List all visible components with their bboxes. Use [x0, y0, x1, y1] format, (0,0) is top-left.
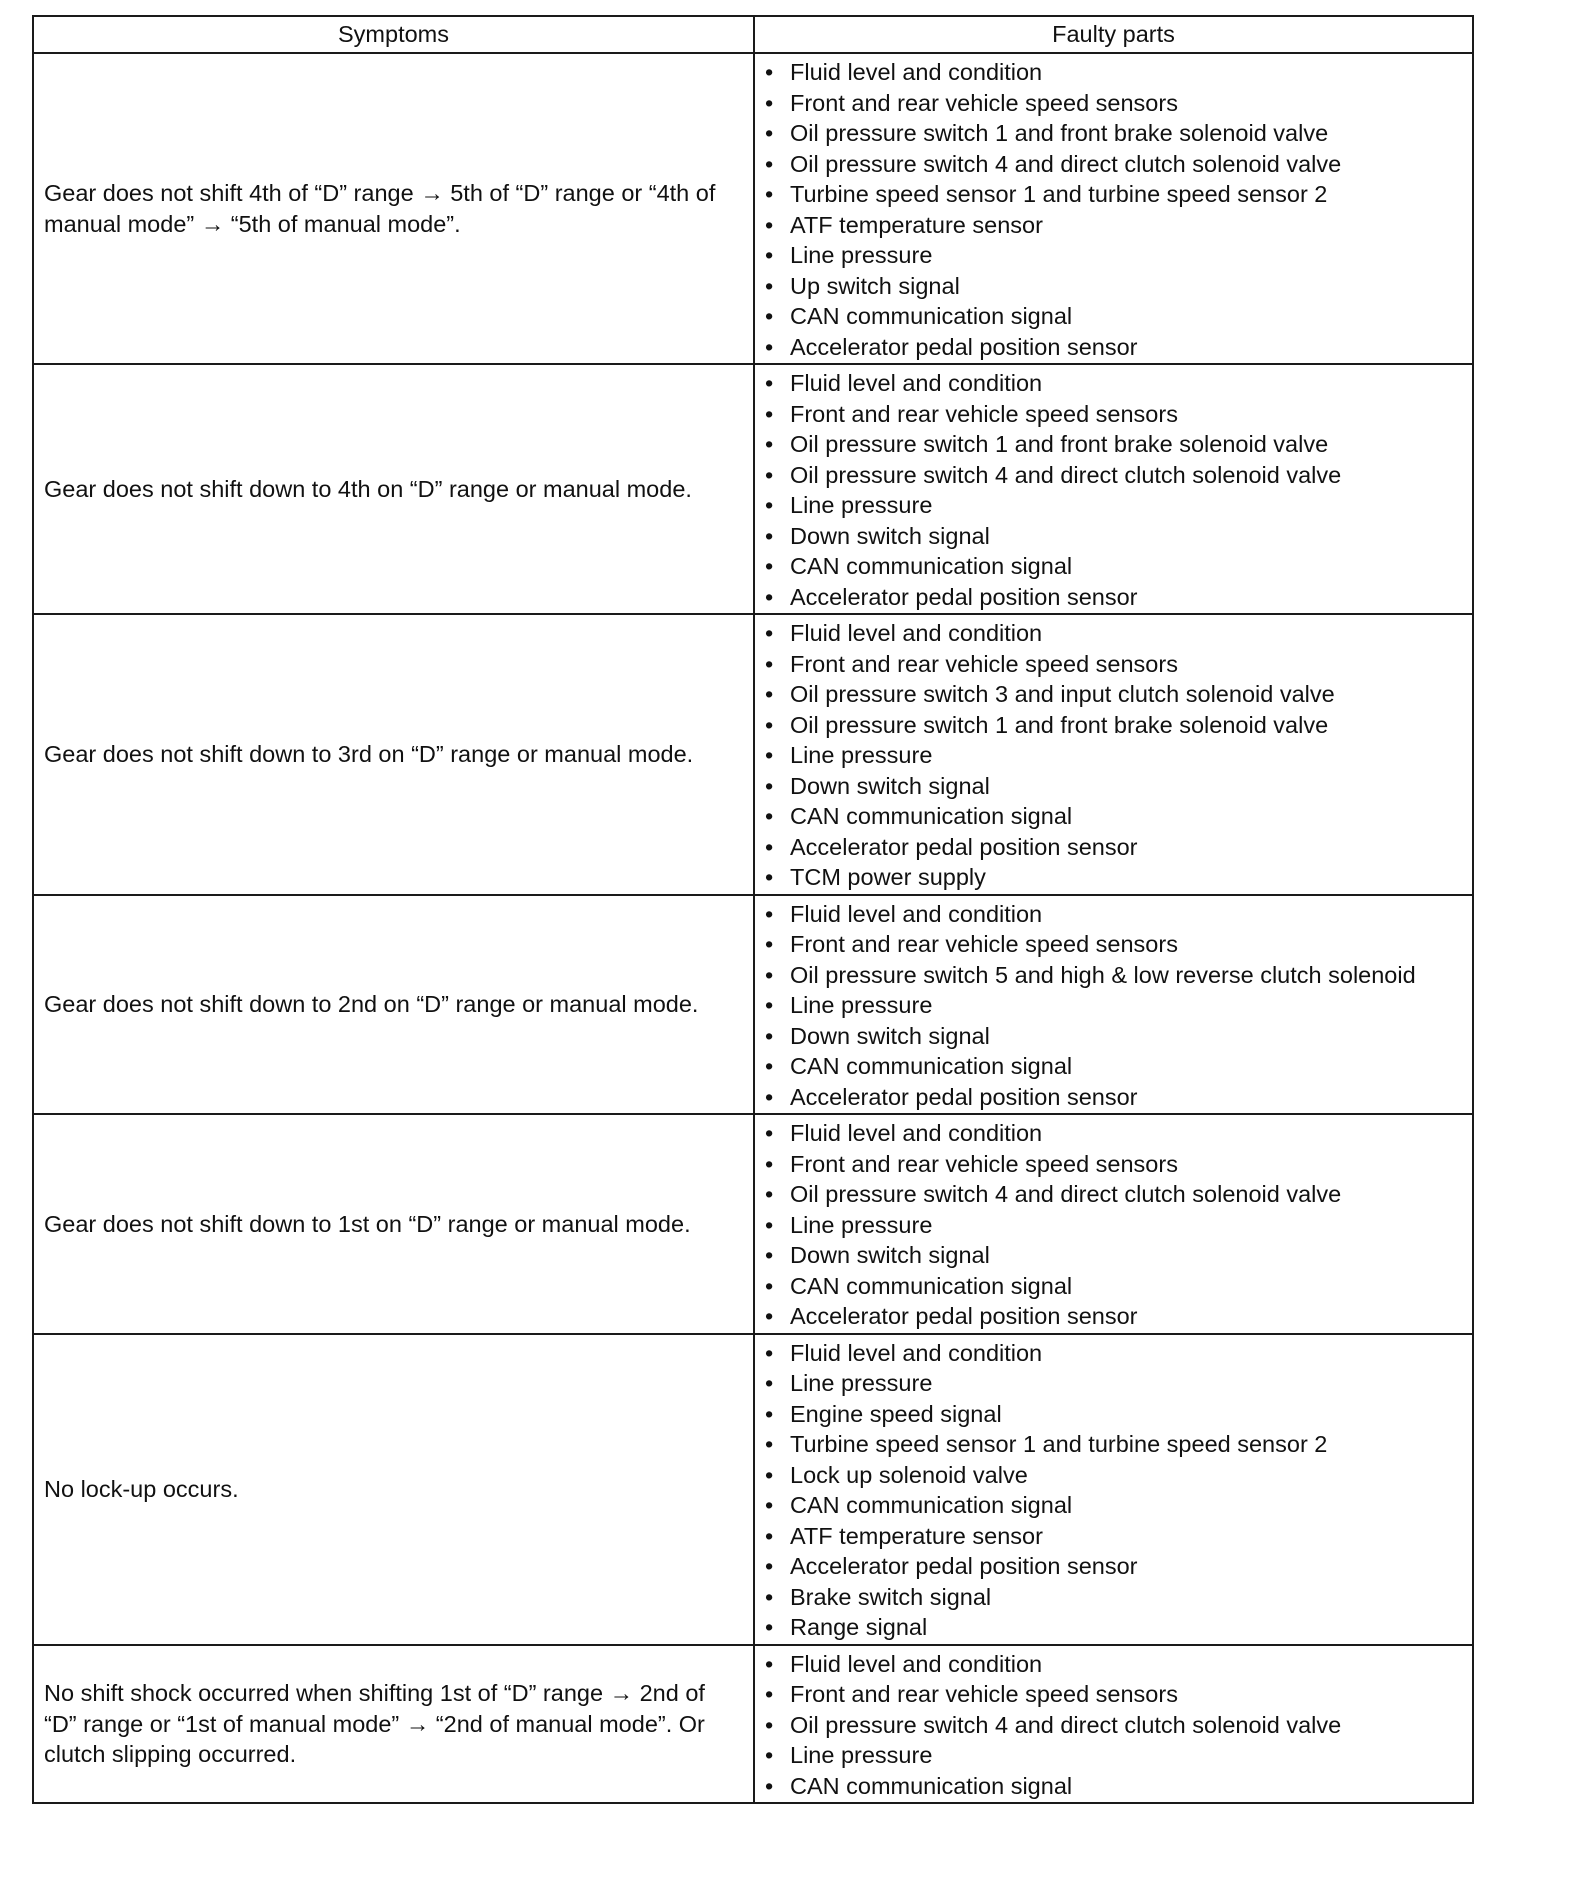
faulty-part-item: • Line pressure: [763, 1368, 1468, 1399]
faulty-part-item: • Line pressure: [763, 240, 1468, 271]
faulty-part-item: • Accelerator pedal position sensor: [763, 1301, 1468, 1332]
faulty-part-item: • Front and rear vehicle speed sensors: [763, 1149, 1468, 1180]
faulty-part-item: • Line pressure: [763, 990, 1468, 1021]
table-row: [33, 1645, 1473, 1804]
faulty-part-item: • Accelerator pedal position sensor: [763, 332, 1468, 363]
symptom-cell: Gear does not shift 4th of “D” range → 5th of “D” range or “4th of manual mode” → “5th of manual mode”.: [33, 53, 754, 364]
faulty-part-item: • CAN communication signal: [763, 801, 1468, 832]
faulty-part-item: • CAN communication signal: [763, 301, 1468, 332]
faulty-part-item: • Engine speed signal: [763, 1399, 1468, 1430]
faulty-part-item: • Fluid level and condition: [763, 618, 1468, 649]
faulty-part-item: • Front and rear vehicle speed sensors: [763, 88, 1468, 119]
faulty-parts-cell: [754, 1645, 1473, 1804]
faulty-part-item: • Line pressure: [763, 490, 1468, 521]
table-row: [33, 364, 1473, 614]
faulty-part-item: • Lock up solenoid valve: [763, 1460, 1468, 1491]
faulty-part-item: • Turbine speed sensor 1 and turbine speed sensor 2: [763, 1429, 1468, 1460]
faulty-parts-list: [763, 899, 1468, 1113]
faulty-part-item: • Fluid level and condition: [763, 1338, 1468, 1369]
faulty-part-item: • Accelerator pedal position sensor: [763, 1551, 1468, 1582]
symptoms-table: [32, 15, 1474, 1804]
faulty-part-item: • Up switch signal: [763, 271, 1468, 302]
symptom-cell: Gear does not shift down to 4th on “D” range or manual mode.: [33, 364, 754, 614]
faulty-part-item: • ATF temperature sensor: [763, 210, 1468, 241]
faulty-part-item: • Front and rear vehicle speed sensors: [763, 649, 1468, 680]
faulty-part-item: • Front and rear vehicle speed sensors: [763, 1679, 1468, 1710]
faulty-part-item: • Oil pressure switch 1 and front brake solenoid valve: [763, 429, 1468, 460]
faulty-part-item: • Accelerator pedal position sensor: [763, 582, 1468, 613]
faulty-part-item: • Oil pressure switch 4 and direct clutch solenoid valve: [763, 1179, 1468, 1210]
faulty-part-item: • Line pressure: [763, 1740, 1468, 1771]
faulty-part-item: • CAN communication signal: [763, 1490, 1468, 1521]
faulty-parts-list: [763, 1649, 1468, 1802]
faulty-parts-cell: [754, 1334, 1473, 1645]
symptom-cell: Gear does not shift down to 2nd on “D” range or manual mode.: [33, 895, 754, 1115]
faulty-part-item: • Oil pressure switch 3 and input clutch solenoid valve: [763, 679, 1468, 710]
faulty-part-item: • Oil pressure switch 5 and high & low reverse clutch solenoid: [763, 960, 1468, 991]
faulty-part-item: • Brake switch signal: [763, 1582, 1468, 1613]
faulty-part-item: • Fluid level and condition: [763, 1118, 1468, 1149]
faulty-parts-list: [763, 1118, 1468, 1332]
faulty-part-item: • Oil pressure switch 4 and direct clutch solenoid valve: [763, 149, 1468, 180]
faulty-part-item: • Oil pressure switch 4 and direct clutch solenoid valve: [763, 460, 1468, 491]
faulty-part-item: • Down switch signal: [763, 771, 1468, 802]
faulty-part-item: • Range signal: [763, 1612, 1468, 1643]
faulty-part-item: • Fluid level and condition: [763, 1649, 1468, 1680]
faulty-part-item: • TCM power supply: [763, 862, 1468, 893]
faulty-part-item: • Oil pressure switch 4 and direct clutch solenoid valve: [763, 1710, 1468, 1741]
faulty-part-item: • ATF temperature sensor: [763, 1521, 1468, 1552]
faulty-part-item: • CAN communication signal: [763, 1271, 1468, 1302]
faulty-parts-cell: [754, 53, 1473, 364]
faulty-part-item: • Fluid level and condition: [763, 368, 1468, 399]
symptom-cell: No shift shock occurred when shifting 1st of “D” range → 2nd of “D” range or “1st of manual mode” → “2nd of manual mode”. Or clutch slipping occurred.: [33, 1645, 754, 1804]
faulty-part-item: • Front and rear vehicle speed sensors: [763, 929, 1468, 960]
faulty-part-item: • Oil pressure switch 1 and front brake solenoid valve: [763, 710, 1468, 741]
faulty-parts-cell: [754, 364, 1473, 614]
table-row: [33, 1114, 1473, 1334]
table-row: [33, 614, 1473, 895]
faulty-part-item: • Fluid level and condition: [763, 899, 1468, 930]
faulty-part-item: • Down switch signal: [763, 521, 1468, 552]
faulty-part-item: • Line pressure: [763, 1210, 1468, 1241]
faulty-parts-list: [763, 618, 1468, 893]
faulty-part-item: • CAN communication signal: [763, 551, 1468, 582]
faulty-parts-cell: [754, 895, 1473, 1115]
faulty-parts-cell: [754, 614, 1473, 895]
symptoms-header: Symptoms: [33, 16, 754, 53]
faulty-parts-cell: [754, 1114, 1473, 1334]
faulty-part-item: • CAN communication signal: [763, 1771, 1468, 1802]
header-row: [33, 16, 1473, 53]
table-row: [33, 53, 1473, 364]
faulty-part-item: • CAN communication signal: [763, 1051, 1468, 1082]
faulty-part-item: • Front and rear vehicle speed sensors: [763, 399, 1468, 430]
faulty-parts-list: [763, 57, 1468, 362]
faulty-part-item: • Accelerator pedal position sensor: [763, 832, 1468, 863]
faulty-part-item: • Down switch signal: [763, 1240, 1468, 1271]
faulty-part-item: • Accelerator pedal position sensor: [763, 1082, 1468, 1113]
table-body: [33, 53, 1473, 1803]
table-row: [33, 1334, 1473, 1645]
faulty-parts-list: [763, 1338, 1468, 1643]
symptom-cell: No lock-up occurs.: [33, 1334, 754, 1645]
faulty-part-item: • Line pressure: [763, 740, 1468, 771]
symptom-cell: Gear does not shift down to 1st on “D” range or manual mode.: [33, 1114, 754, 1334]
symptom-cell: Gear does not shift down to 3rd on “D” range or manual mode.: [33, 614, 754, 895]
faulty-part-item: • Fluid level and condition: [763, 57, 1468, 88]
faulty-part-item: • Turbine speed sensor 1 and turbine speed sensor 2: [763, 179, 1468, 210]
faulty-part-item: • Down switch signal: [763, 1021, 1468, 1052]
faulty-parts-list: [763, 368, 1468, 612]
faulty-parts-header: Faulty parts: [754, 16, 1473, 53]
table-row: [33, 895, 1473, 1115]
faulty-part-item: • Oil pressure switch 1 and front brake solenoid valve: [763, 118, 1468, 149]
